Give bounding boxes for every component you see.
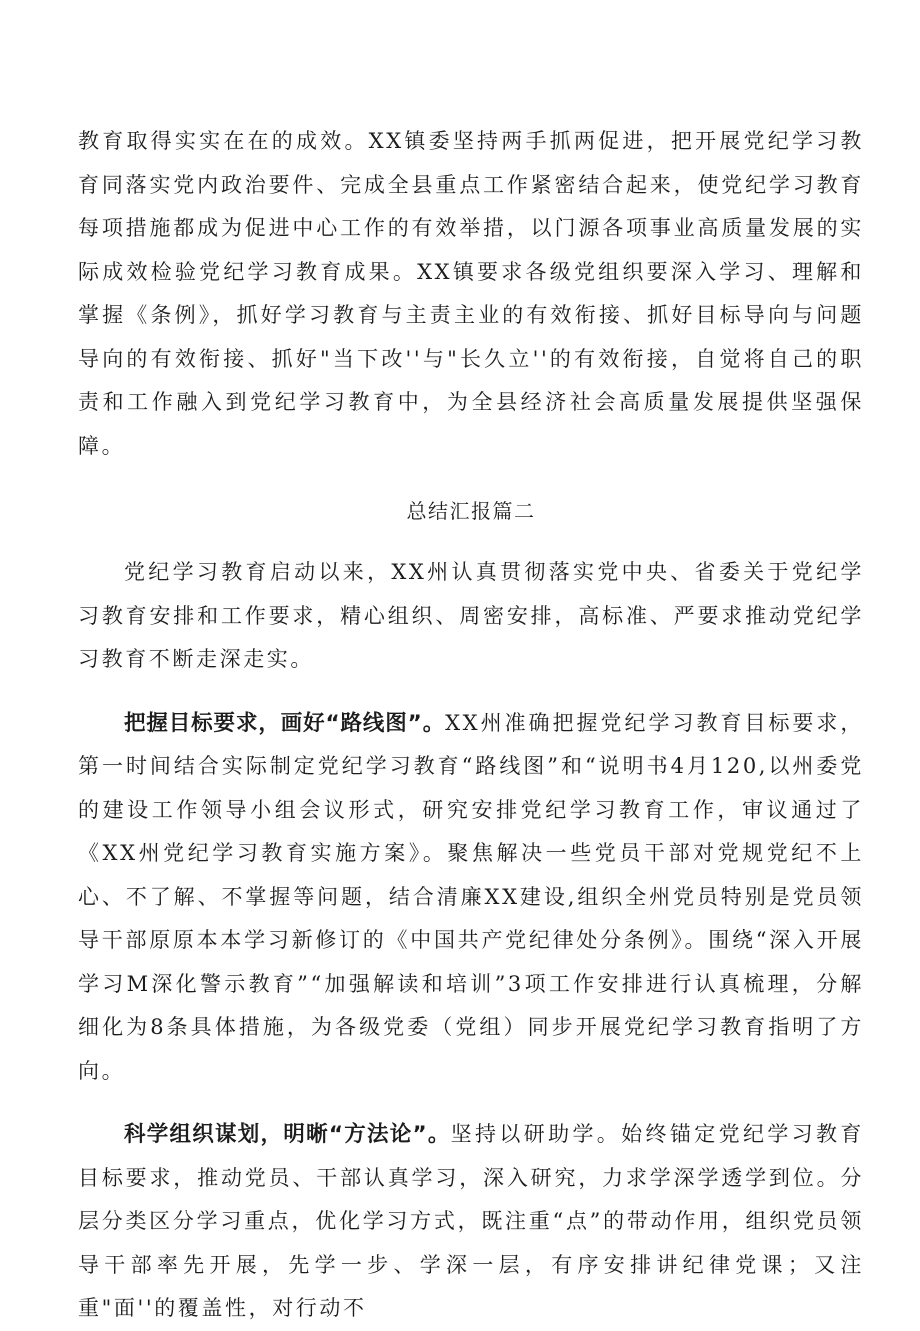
section-title: 总结汇报篇二 [406,499,536,523]
paragraph-methodology [78,1113,864,1331]
paragraph-body: XX州准确把握党纪学习教育目标要求，第一时间结合实际制定党纪学习教育“路线图”和“说明书4月120,以州委党的建设工作领导小组会议形式，研究安排党纪学习教育工作，审议通过了《XX州党纪学习教育实施方案》。聚焦解决一些党员干部对党规党纪不上心、不了解、不掌握等问题，结合清廉XX建设,组织全州党员特别是党员领导干部原原本本学习新修订的《中国共产党纪律处分条例》。围绕“深入开展学习M深化警示教育”“加强解读和培训”3项工作安排进行认真梳理，分解细化为8条具体措施，为各级党委（党组）同步开展党纪学习教育指明了方向。 [78,710,865,1083]
document-page [78,120,864,1331]
paragraph-lead-heading: 把握目标要求，画好“路线图”。 [124,710,446,736]
paragraph-body: 坚持以研助学。始终锚定党纪学习教育目标要求，推动党员、干部认真学习，深入研究，力求学深学透学到位。分层分类区分学习重点，优化学习方式，既注重“点”的带动作用，组织党员领导干部率先开展，先学一步、学深一层，有序安排讲纪律党课；又注重"面''的覆盖性，对行动不 [78,1122,864,1320]
paragraph-overview: 党纪学习教育启动以来，XX州认真贯彻落实党中央、省委关于党纪学习教育安排和工作要求，精心组织、周密安排，高标准、严要求推动党纪学习教育不断走深走实。 [78,560,864,671]
paragraph-lead-heading: 科学组织谋划，明晰“方法论”。 [124,1122,451,1147]
paragraph-intro-continuation: 教育取得实实在在的成效。XX镇委坚持两手抓两促进，把开展党纪学习教育同落实党内政治要件、完成全县重点工作紧密结合起来，使党纪学习教育每项措施都成为促进中心工作的有效举措，以门源各项事业高质量发展的实际成效检验党纪学习教育成果。XX镇要求各级党组织要深入学习、理解和掌握《条例》，抓好学习教育与主责主业的有效衔接、抓好目标导向与问题导向的有效衔接、抓好"当下改''与"长久立''的有效衔接，自觉将自己的职责和工作融入到党纪学习教育中，为全县经济社会高质量发展提供坚强保障。 [78,129,864,458]
paragraph-target-requirements [78,702,864,1094]
